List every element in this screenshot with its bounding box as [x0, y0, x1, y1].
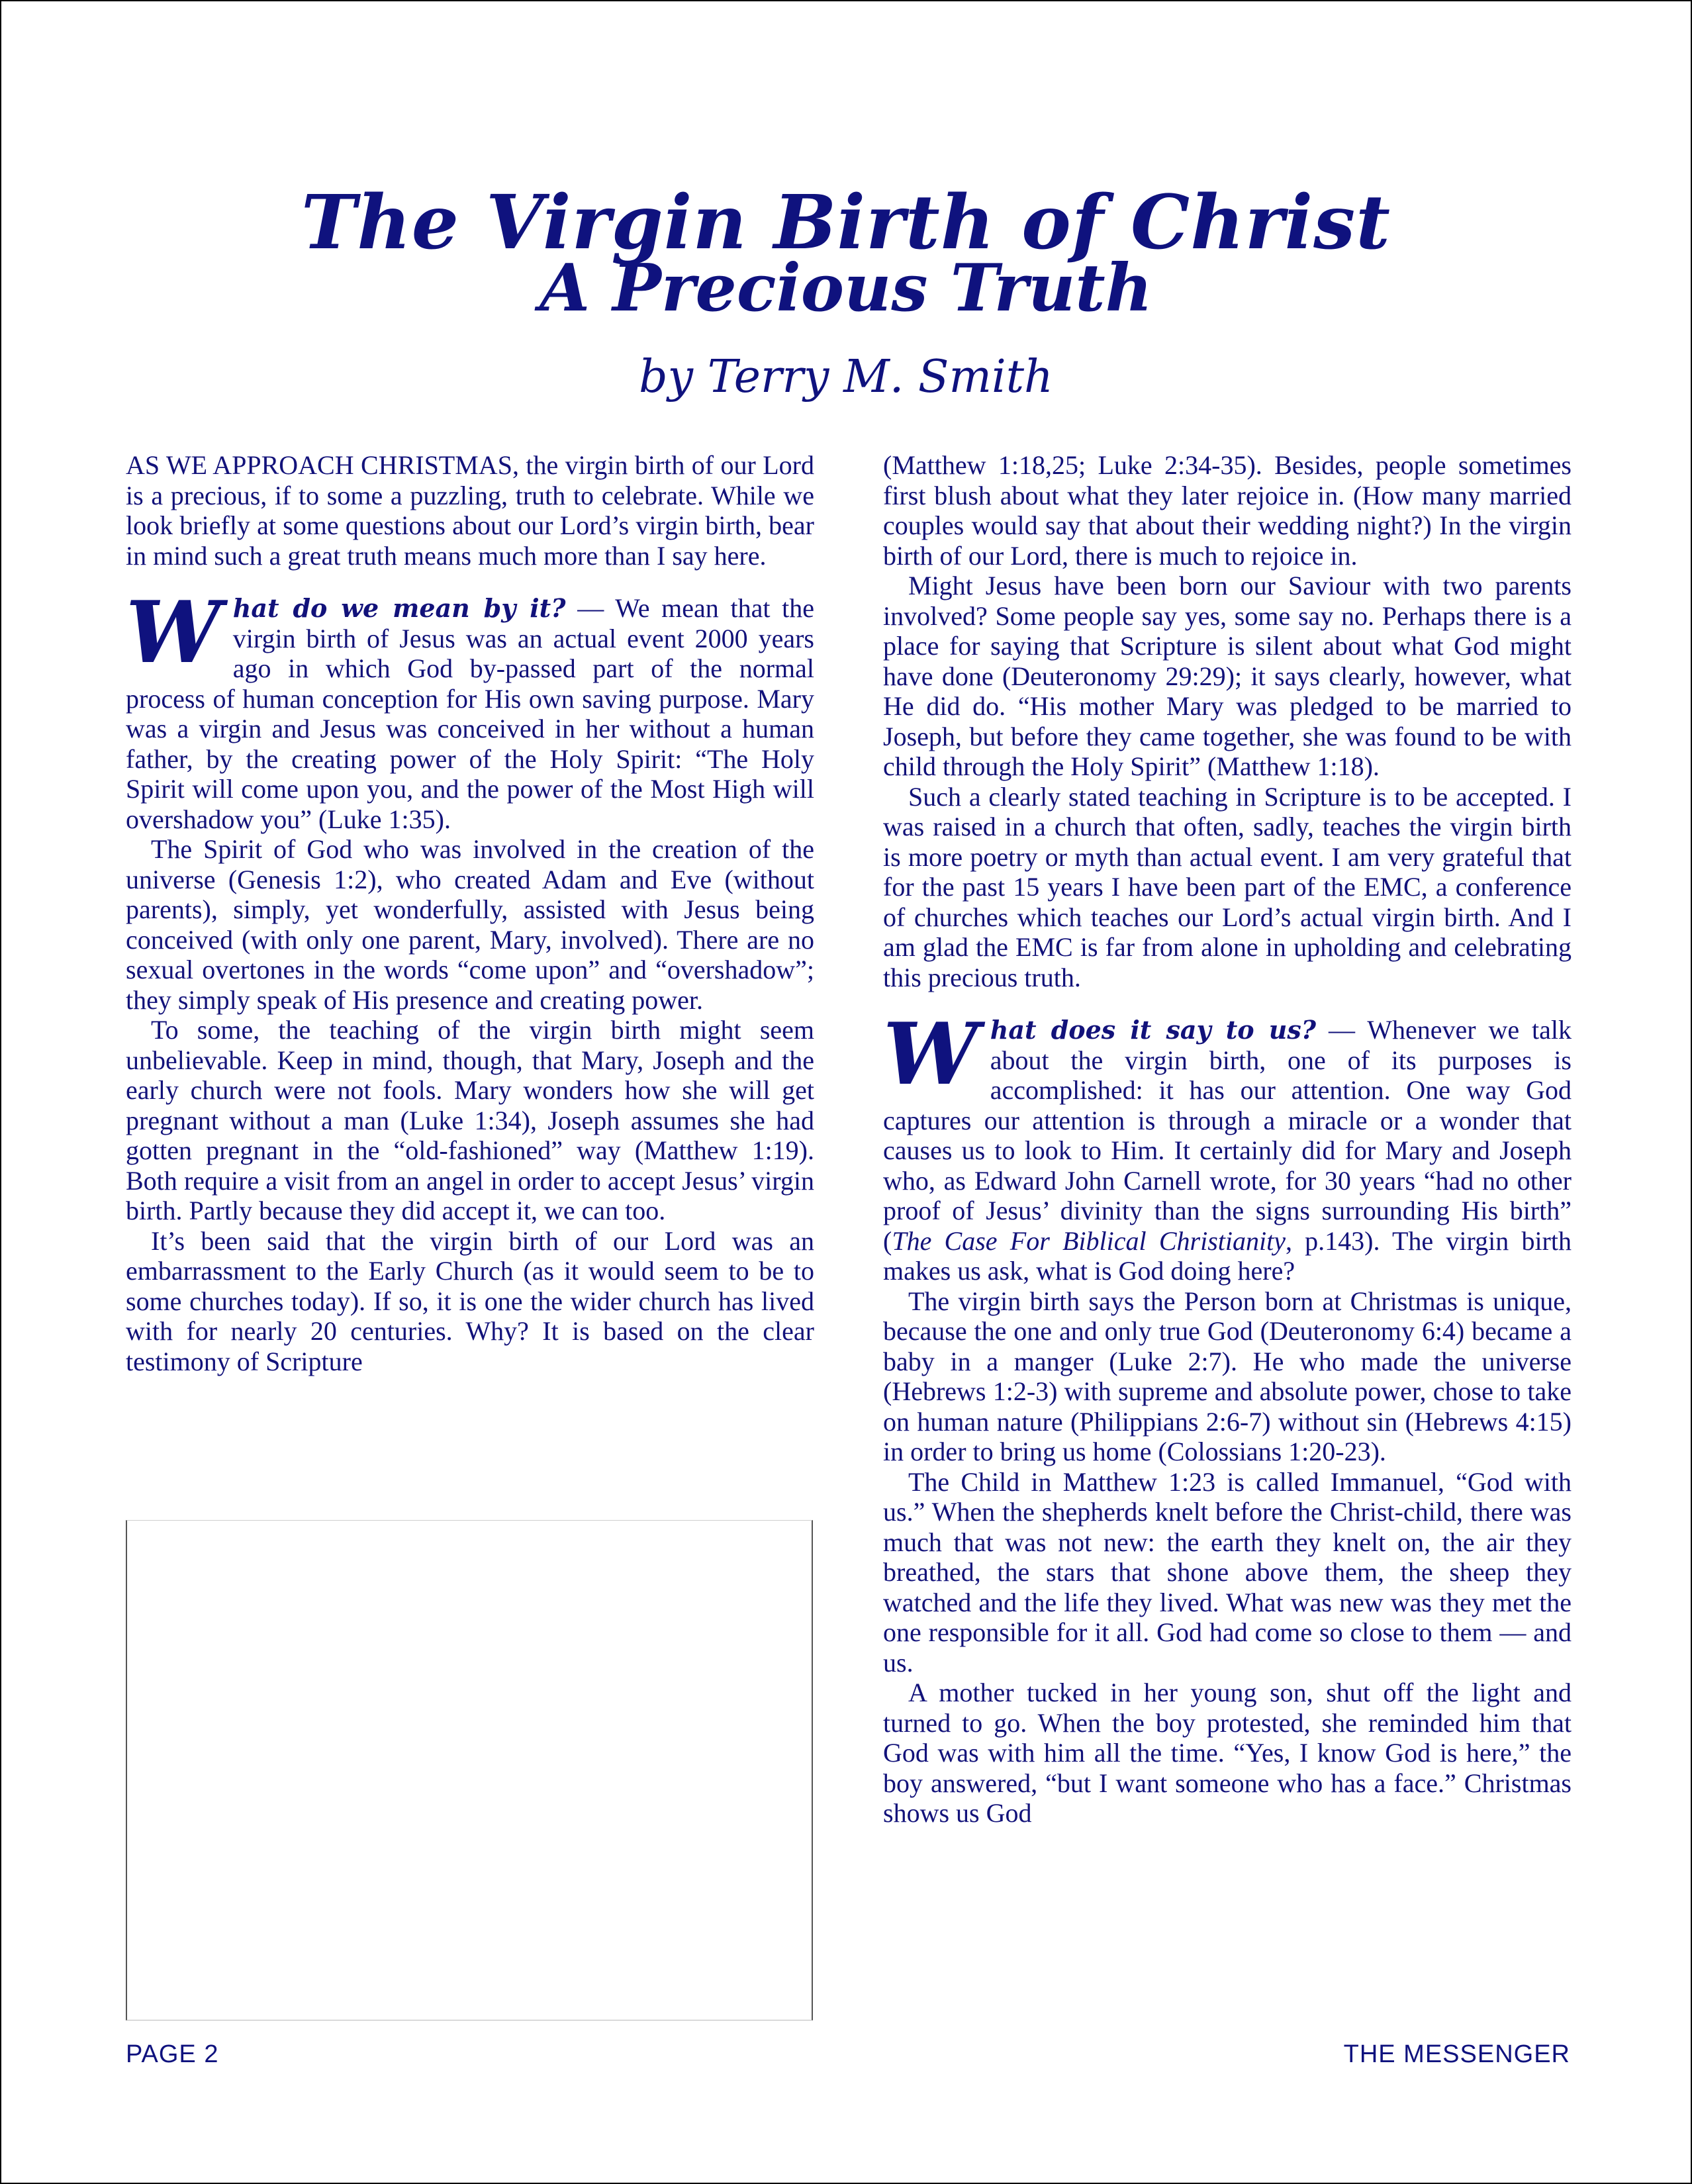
section1-text-1: — We mean that the virgin birth of Jesus was an actual event 2000 years ago in which God by-passed part of the normal process of human conception for His own saving purpose. Mary was a virgin and Jesus was conceived in her without a human father, by the creating power of the Holy Spirit: “The Holy Spirit will come upon you, and the power of the Most High will overshadow you” (Luke 1:35).: [126, 593, 814, 834]
section1-paragraph-1: [126, 583, 814, 834]
section1-paragraph-3: To some, the teaching of the virgin birth might seem unbelievable. Keep in mind, though, that Mary, Joseph and the early church were not fools. Mary wonders how she will get pregnant without a man (Luke 1:34), Joseph assumes she had gotten pregnant in the “old-fashioned” way (Matthew 1:19). Both require a visit from an angel in order to accept Jesus’ virgin birth. Partly because they did accept it, we can too.: [126, 1015, 814, 1225]
book-title: The Case For Biblical Christianity: [892, 1225, 1286, 1256]
article-title: The Virgin Birth of Christ: [301, 179, 1391, 267]
page-number: PAGE 2: [126, 2040, 219, 2068]
right-column: [883, 450, 1572, 1828]
section1-dropcap: W: [126, 583, 221, 683]
section2-paragraph-1: [883, 1005, 1572, 1286]
section2-paragraph-4: A mother tucked in her young son, shut off the light and turned to go. When the boy protested, she reminded him that God was with him all the time. “Yes, I know God is here,” the boy answered, “but I want someone who has a face.” Christmas shows us God: [883, 1678, 1572, 1828]
section1-heading: hat do we mean by it?: [232, 593, 566, 623]
section2-text-1b: , p.143). The virgin birth makes us ask, what is God doing here?: [883, 1225, 1572, 1286]
right-paragraph-2: Might Jesus have been born our Saviour with two parents involved? Some people say yes, some say no. Perhaps there is a place for saying that Scripture is silent about what God might have done (Deuteronomy 29:29); it says clearly, however, what He did do. “His mother Mary was pledged to be married to Joseph, but before they came together, she was found to be with child through the Holy Spirit” (Matthew 1:18).: [883, 571, 1572, 781]
right-paragraph-1: (Matthew 1:18,25; Luke 2:34-35). Besides, people sometimes first blush about what they later rejoice in. (How many married couples would say that about their wedding night?) In the virgin birth of our Lord, there is much to rejoice in.: [883, 450, 1572, 571]
section2-heading: hat does it say to us?: [990, 1015, 1317, 1045]
section2-paragraph-2: The virgin birth says the Person born at Christmas is unique, because the one and only true God (Deuteronomy 6:4) became a baby in a manger (Luke 2:7). He who made the universe (Hebrews 1:2-3) with supreme and absolute power, chose to take on human nature (Philippians 2:6-7) without sin (Hebrews 4:15) in order to bring us home (Colossians 1:20-23).: [883, 1286, 1572, 1466]
byline: by Terry M. Smith: [639, 351, 1053, 403]
left-column: [126, 450, 814, 1376]
right-paragraph-3: Such a clearly stated teaching in Scripture is to be accepted. I was raised in a church that often, sadly, teaches the virgin birth is more poetry or myth than actual event. I am very grateful that for the past 15 years I have been part of the EMC, a conference of churches which teaches our Lord’s actual virgin birth. And I am glad the EMC is far from alone in upholding and celebrating this precious truth.: [883, 781, 1572, 992]
article-subtitle: A Precious Truth: [540, 250, 1152, 326]
section1-paragraph-4: It’s been said that the virgin birth of our Lord was an embarrassment to the Early Church (as it would seem to be to some churches today). If so, it is one the wider church has lived with for nearly 20 centuries. Why? It is based on the clear testimony of Scripture: [126, 1225, 814, 1376]
intro-paragraph: AS WE APPROACH CHRISTMAS, the virgin birth of our Lord is a precious, if to some a puzzling, truth to celebrate. While we look briefly at some questions about our Lord’s virgin birth, bear in mind such a great truth means much more than I say here.: [126, 450, 814, 571]
section2-paragraph-3: The Child in Matthew 1:23 is called Immanuel, “God with us.” When the shepherds knelt before the Christ-child, there was much that was not new: the earth they knelt on, the air they breathed, the stars that shone above them, the sheep they watched and the life they lived. What was new was they met the one responsible for it all. God had come so close to them — and us.: [883, 1466, 1572, 1678]
section2-dropcap: W: [883, 1005, 978, 1104]
image-placeholder: [126, 1520, 813, 2020]
section2-text-1a: — Whenever we talk about the virgin birth, one of its purposes is accomplished: it has our attention. One way God captures our attention is through a miracle or a wonder that causes us to look to Him. It certainly did for Mary and Joseph who, as Edward John Carnell wrote, for 30 years “had no other proof of Jesus’ divinity than the signs surrounding His birth” (: [883, 1015, 1572, 1256]
publication-name: THE MESSENGER: [1343, 2040, 1570, 2068]
section1-paragraph-2: The Spirit of God who was involved in the creation of the universe (Genesis 1:2), who created Adam and Eve (without parents), simply, yet wonderfully, assisted with Jesus being conceived (with only one parent, Mary, involved). There are no sexual overtones in the words “come upon” and “overshadow”; they simply speak of His presence and creating power.: [126, 834, 814, 1015]
